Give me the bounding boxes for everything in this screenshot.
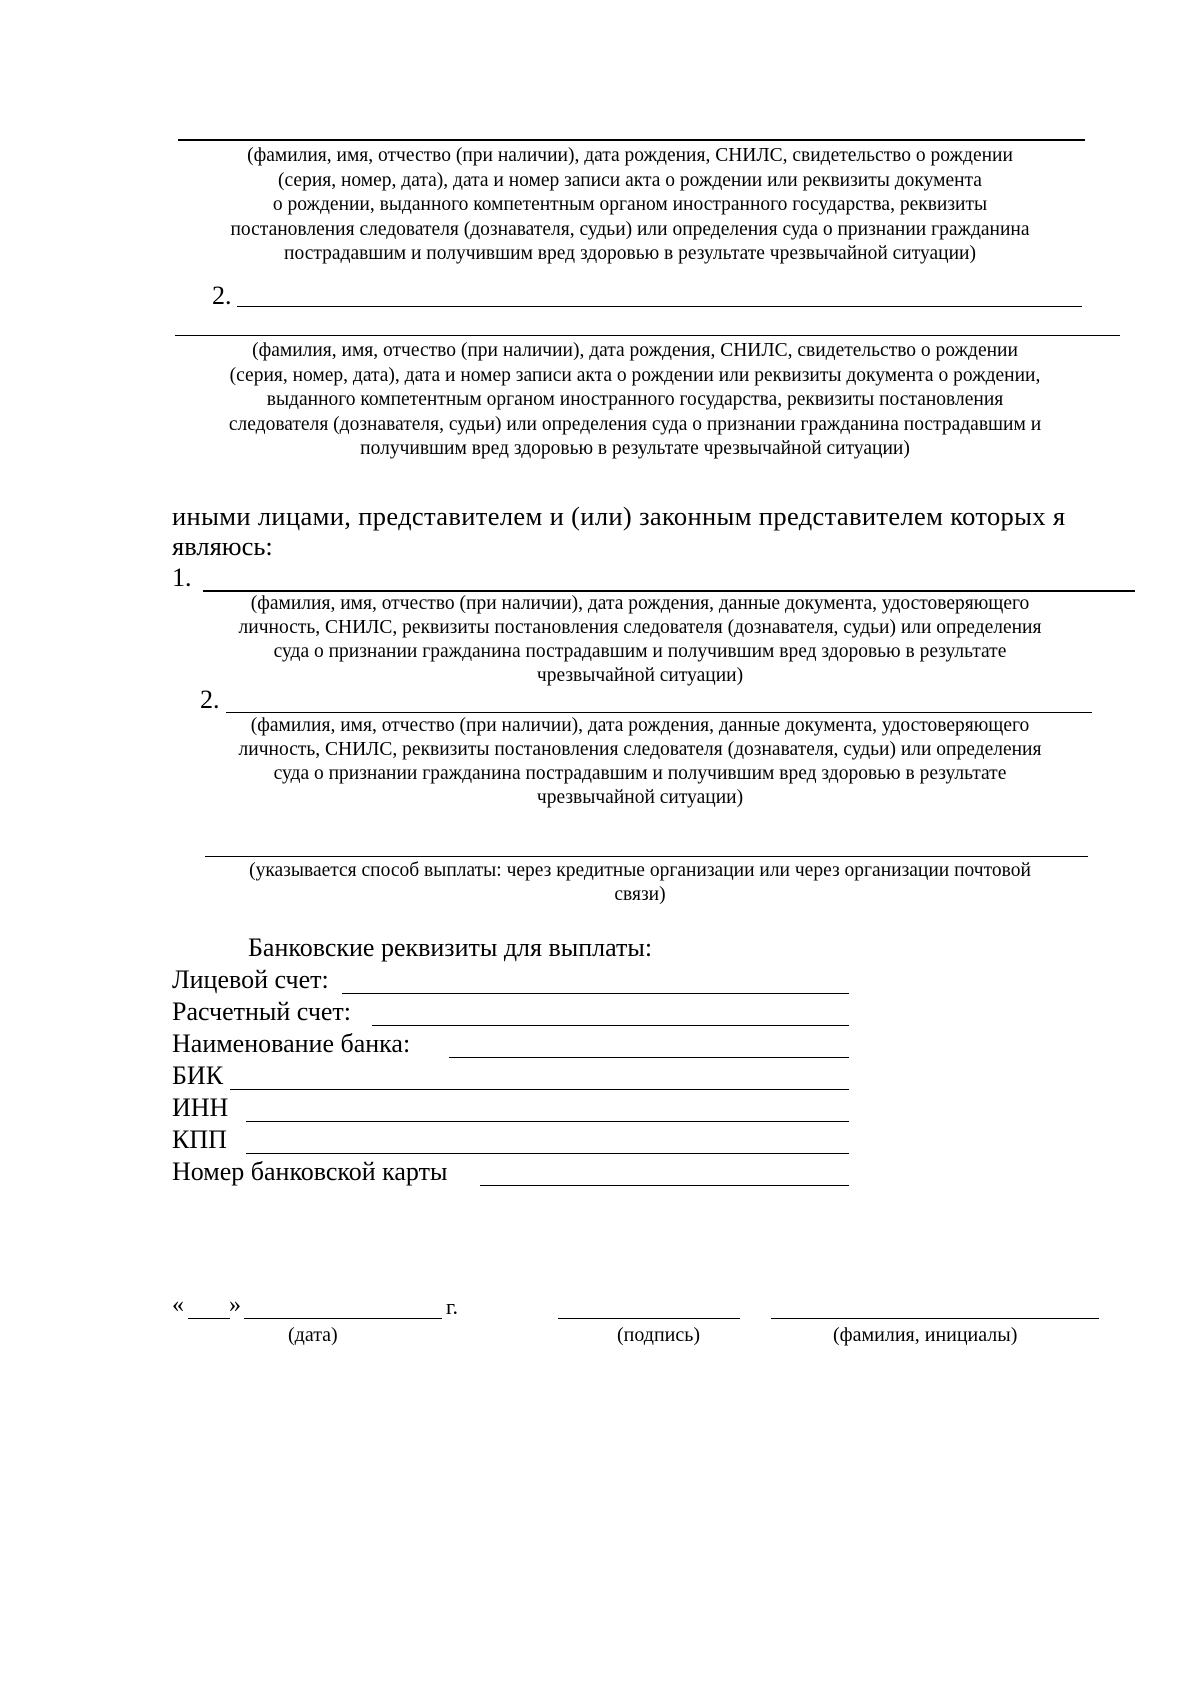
caption-line: чрезвычайной ситуации) [536,665,744,686]
date-caption: (дата) [288,1324,338,1346]
date-year-suffix: г. [446,1294,459,1319]
inn-input-line[interactable] [246,1121,849,1122]
other-persons-line-1: иными лицами, представителем и (или) законным представителем которых я [172,501,1066,531]
caption-line: (фамилия, имя, отчество (при наличии), дата рождения, СНИЛС, свидетельство о рождении [252,340,1018,361]
bank-name-input-line[interactable] [449,1057,849,1058]
other-person-2-line[interactable] [226,712,1092,713]
date-month-line[interactable] [244,1318,442,1319]
bank-heading: Банковские реквизиты для выплаты: [248,933,653,962]
other-person-2-caption [160,714,1120,810]
signature-line[interactable] [558,1318,740,1319]
date-quote-close: » [229,1292,241,1318]
person-1-caption [160,144,1100,267]
bik-input-line[interactable] [230,1089,849,1090]
caption-line: (фамилия, имя, отчество (при наличии), дата рождения, данные документа, удостоверяющего [250,715,1030,736]
other-persons-line-2: являюсь: [172,531,273,561]
caption-line: суда о признании гражданина пострадавшим и получившим вред здоровью в результате [273,763,1007,784]
caption-line: выданного компетентным органом иностранного государства, реквизиты постановления [266,389,1004,410]
person-2-caption [160,339,1110,462]
caption-line: получившим вред здоровью в результате чрезвычайной ситуации) [360,438,910,459]
payment-method-caption [160,859,1120,907]
person-1-line[interactable] [178,139,1085,141]
kpp-input-line[interactable] [246,1153,849,1154]
payment-method-line[interactable] [205,856,1088,857]
caption-line: личность, СНИЛС, реквизиты постановления следователя (дознавателя, судьи) или определения [238,617,1042,638]
settlement-input-line[interactable] [372,1025,849,1026]
caption-line: пострадавшим и получившим вред здоровью в результате чрезвычайной ситуации) [284,243,976,264]
item-2-number: 2. [212,281,232,310]
kpp-label: КПП [172,1125,227,1154]
caption-line: (фамилия, имя, отчество (при наличии), дата рождения, данные документа, удостоверяющего [250,593,1030,614]
caption-line: следователя (дознавателя, судьи) или определения суда о признании гражданина пострадавшим и [228,413,1042,435]
account-input-line[interactable] [342,993,849,994]
caption-line: чрезвычайной ситуации) [536,787,744,808]
person-2-continuation-line[interactable] [175,335,1120,336]
name-caption: (фамилия, инициалы) [833,1324,1018,1346]
caption-line: (серия, номер, дата), дата и номер записи акта о рождении или реквизиты документа [278,169,982,191]
name-initials-line[interactable] [771,1318,1099,1319]
caption-line: постановления следователя (дознавателя, судьи) или определения суда о признании гражданина [230,218,1030,240]
date-quote-open: « [172,1292,184,1318]
signature-caption: (подпись) [617,1324,701,1346]
other-item-2-number: 2. [200,685,220,714]
person-2-line[interactable] [237,306,1082,307]
caption-line: личность, СНИЛС, реквизиты постановления следователя (дознавателя, судьи) или определения [238,739,1042,760]
caption-line: о рождении, выданного компетентным органом иностранного государства, реквизиты [272,194,988,215]
settlement-label: Расчетный счет: [172,997,352,1026]
bik-label: БИК [172,1061,224,1090]
card-input-line[interactable] [480,1185,849,1186]
caption-line: (фамилия, имя, отчество (при наличии), дата рождения, СНИЛС, свидетельство о рождении [247,145,1013,166]
caption-line: связи) [614,884,666,905]
caption-line: (серия, номер, дата), дата и номер записи акта о рождении или реквизиты документа о рождении, [229,364,1041,386]
other-item-1-number: 1. [172,563,192,592]
inn-label: ИНН [172,1093,229,1122]
card-label: Номер банковской карты [172,1157,448,1186]
bank-name-label: Наименование банка: [172,1029,411,1058]
other-person-1-caption [160,592,1120,688]
caption-line: суда о признании гражданина пострадавшим и получившим вред здоровью в результате [273,641,1007,662]
date-day-line[interactable] [188,1318,230,1319]
account-label: Лицевой счет: [172,965,329,994]
caption-line: (указывается способ выплаты: через кредитные организации или через организации почтовой [249,860,1031,881]
